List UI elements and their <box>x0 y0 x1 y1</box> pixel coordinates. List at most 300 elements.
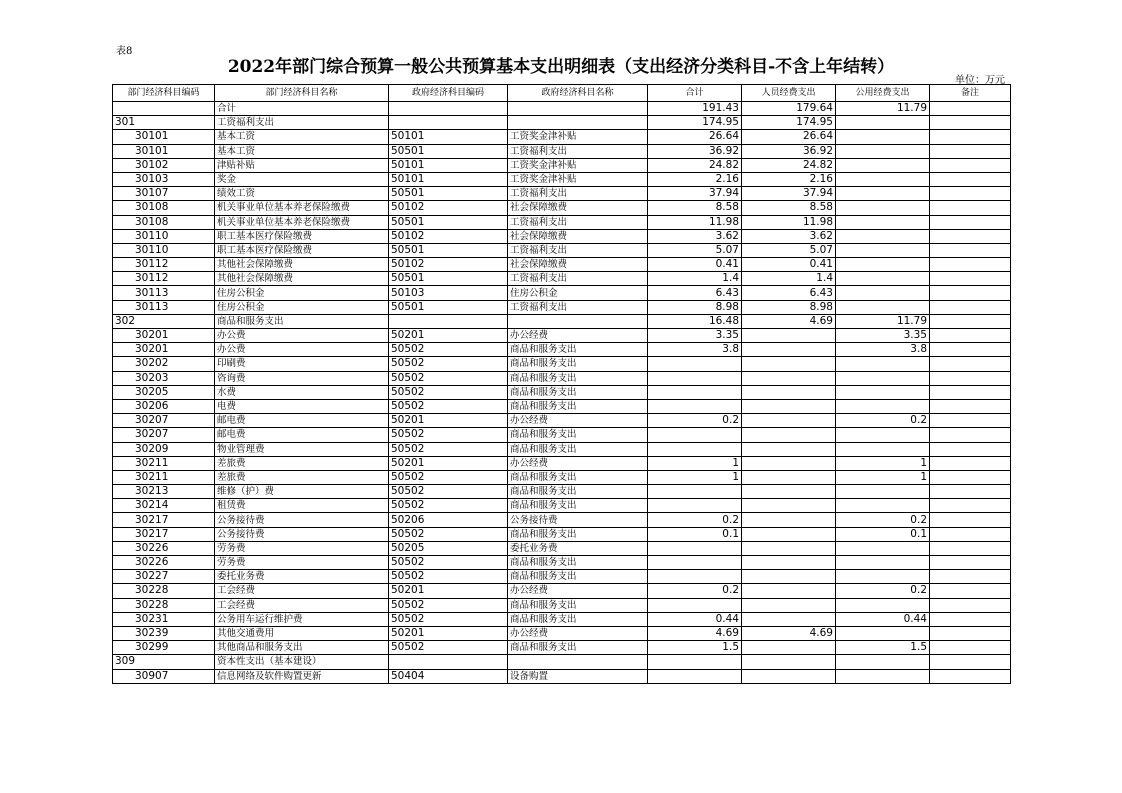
personnel-cell <box>742 612 836 626</box>
gov-code-cell: 50201 <box>389 626 508 640</box>
gov-code-cell: 50501 <box>389 272 508 286</box>
gov-name-cell: 工资福利支出 <box>508 272 648 286</box>
dept-name-cell: 咨询费 <box>215 371 389 385</box>
personnel-cell: 37.94 <box>742 187 836 201</box>
dept-name-cell: 委托业务费 <box>215 570 389 584</box>
column-header: 备注 <box>930 85 1011 102</box>
note-cell <box>930 258 1011 272</box>
dept-code-cell: 30228 <box>113 598 215 612</box>
table-row <box>113 314 1011 328</box>
total-cell <box>648 669 742 683</box>
column-header: 部门经济科目名称 <box>215 85 389 102</box>
note-cell <box>930 102 1011 116</box>
note-cell <box>930 641 1011 655</box>
table-row <box>113 399 1011 413</box>
dept-name-cell: 住房公积金 <box>215 286 389 300</box>
dept-code-cell: 30112 <box>113 258 215 272</box>
dept-code-cell: 30907 <box>113 669 215 683</box>
table-row <box>113 258 1011 272</box>
table-row <box>113 357 1011 371</box>
dept-name-cell: 奖金 <box>215 172 389 186</box>
gov-code-cell: 50101 <box>389 158 508 172</box>
dept-name-cell: 合计 <box>215 102 389 116</box>
table-row <box>113 102 1011 116</box>
gov-code-cell: 50501 <box>389 243 508 257</box>
note-cell <box>930 470 1011 484</box>
table-row <box>113 669 1011 683</box>
personnel-cell <box>742 541 836 555</box>
total-cell: 24.82 <box>648 158 742 172</box>
gov-code-cell: 50502 <box>389 527 508 541</box>
total-cell: 11.98 <box>648 215 742 229</box>
note-cell <box>930 357 1011 371</box>
dept-code-cell: 30107 <box>113 187 215 201</box>
personnel-cell: 3.62 <box>742 229 836 243</box>
personnel-cell: 174.95 <box>742 116 836 130</box>
gov-code-cell: 50501 <box>389 144 508 158</box>
public-cell <box>836 669 930 683</box>
gov-name-cell: 社会保障缴费 <box>508 229 648 243</box>
personnel-cell <box>742 428 836 442</box>
gov-name-cell: 社会保障缴费 <box>508 258 648 272</box>
table-row <box>113 456 1011 470</box>
personnel-cell <box>742 343 836 357</box>
dept-name-cell: 租赁费 <box>215 499 389 513</box>
dept-name-cell: 资本性支出（基本建设） <box>215 655 389 669</box>
public-cell <box>836 201 930 215</box>
gov-name-cell: 商品和服务支出 <box>508 470 648 484</box>
note-cell <box>930 385 1011 399</box>
table-row <box>113 428 1011 442</box>
public-cell <box>836 428 930 442</box>
total-cell: 0.2 <box>648 513 742 527</box>
personnel-cell: 6.43 <box>742 286 836 300</box>
dept-name-cell: 办公费 <box>215 343 389 357</box>
table-row <box>113 527 1011 541</box>
personnel-cell: 2.16 <box>742 172 836 186</box>
gov-code-cell: 50102 <box>389 258 508 272</box>
dept-code-cell: 30108 <box>113 201 215 215</box>
note-cell <box>930 371 1011 385</box>
gov-name-cell: 商品和服务支出 <box>508 499 648 513</box>
table-row <box>113 371 1011 385</box>
gov-code-cell <box>389 314 508 328</box>
dept-code-cell: 30226 <box>113 556 215 570</box>
note-cell <box>930 527 1011 541</box>
table-row <box>113 187 1011 201</box>
table-row <box>113 286 1011 300</box>
gov-code-cell: 50501 <box>389 300 508 314</box>
gov-name-cell: 公务接待费 <box>508 513 648 527</box>
personnel-cell <box>742 584 836 598</box>
public-cell: 0.1 <box>836 527 930 541</box>
gov-name-cell: 商品和服务支出 <box>508 385 648 399</box>
total-cell: 174.95 <box>648 116 742 130</box>
dept-name-cell: 信息网络及软件购置更新 <box>215 669 389 683</box>
total-cell: 8.58 <box>648 201 742 215</box>
note-cell <box>930 428 1011 442</box>
public-cell <box>836 499 930 513</box>
note-cell <box>930 399 1011 413</box>
public-cell: 11.79 <box>836 314 930 328</box>
column-header: 政府经济科目编码 <box>389 85 508 102</box>
public-cell <box>836 655 930 669</box>
table-row <box>113 612 1011 626</box>
note-cell <box>930 442 1011 456</box>
dept-code-cell: 30227 <box>113 570 215 584</box>
gov-code-cell: 50102 <box>389 201 508 215</box>
public-cell <box>836 357 930 371</box>
note-cell <box>930 570 1011 584</box>
table-row <box>113 626 1011 640</box>
public-cell <box>836 442 930 456</box>
total-cell: 5.07 <box>648 243 742 257</box>
total-cell <box>648 598 742 612</box>
public-cell <box>836 243 930 257</box>
public-cell <box>836 187 930 201</box>
gov-name-cell: 商品和服务支出 <box>508 343 648 357</box>
gov-code-cell: 50502 <box>389 385 508 399</box>
note-cell <box>930 499 1011 513</box>
gov-code-cell: 50501 <box>389 187 508 201</box>
gov-name-cell: 工资奖金津补贴 <box>508 130 648 144</box>
gov-name-cell: 办公经费 <box>508 584 648 598</box>
public-cell <box>836 570 930 584</box>
dept-code-cell: 30213 <box>113 485 215 499</box>
gov-code-cell <box>389 102 508 116</box>
total-cell <box>648 428 742 442</box>
column-header: 政府经济科目名称 <box>508 85 648 102</box>
personnel-cell <box>742 456 836 470</box>
gov-name-cell: 商品和服务支出 <box>508 442 648 456</box>
gov-name-cell <box>508 102 648 116</box>
gov-name-cell: 商品和服务支出 <box>508 371 648 385</box>
gov-name-cell <box>508 314 648 328</box>
dept-name-cell: 绩效工资 <box>215 187 389 201</box>
dept-code-cell: 30201 <box>113 343 215 357</box>
total-cell <box>648 499 742 513</box>
total-cell: 6.43 <box>648 286 742 300</box>
dept-code-cell: 30211 <box>113 456 215 470</box>
personnel-cell <box>742 556 836 570</box>
column-header: 人员经费支出 <box>742 85 836 102</box>
dept-code-cell: 30113 <box>113 286 215 300</box>
gov-code-cell: 50201 <box>389 329 508 343</box>
public-cell <box>836 626 930 640</box>
note-cell <box>930 655 1011 669</box>
note-cell <box>930 158 1011 172</box>
dept-code-cell: 30211 <box>113 470 215 484</box>
dept-code-cell: 30205 <box>113 385 215 399</box>
dept-name-cell: 基本工资 <box>215 144 389 158</box>
gov-name-cell: 设备购置 <box>508 669 648 683</box>
personnel-cell <box>742 527 836 541</box>
table-row <box>113 513 1011 527</box>
dept-name-cell: 差旅费 <box>215 470 389 484</box>
budget-table <box>112 84 1011 684</box>
note-cell <box>930 130 1011 144</box>
gov-code-cell: 50502 <box>389 371 508 385</box>
total-cell <box>648 556 742 570</box>
public-cell <box>836 116 930 130</box>
public-cell <box>836 215 930 229</box>
dept-code-cell: 30201 <box>113 329 215 343</box>
public-cell: 1 <box>836 456 930 470</box>
column-header: 公用经费支出 <box>836 85 930 102</box>
dept-name-cell: 工会经费 <box>215 584 389 598</box>
public-cell <box>836 258 930 272</box>
total-cell <box>648 570 742 584</box>
gov-name-cell: 工资奖金津补贴 <box>508 158 648 172</box>
dept-code-cell: 30202 <box>113 357 215 371</box>
dept-code-cell <box>113 102 215 116</box>
gov-code-cell: 50201 <box>389 414 508 428</box>
dept-code-cell: 30103 <box>113 172 215 186</box>
personnel-cell: 24.82 <box>742 158 836 172</box>
total-cell: 3.8 <box>648 343 742 357</box>
public-cell <box>836 598 930 612</box>
public-cell <box>836 399 930 413</box>
dept-code-cell: 30239 <box>113 626 215 640</box>
note-cell <box>930 541 1011 555</box>
public-cell <box>836 541 930 555</box>
table-row <box>113 442 1011 456</box>
dept-code-cell: 302 <box>113 314 215 328</box>
personnel-cell <box>742 513 836 527</box>
gov-code-cell: 50502 <box>389 357 508 371</box>
dept-code-cell: 30228 <box>113 584 215 598</box>
note-cell <box>930 626 1011 640</box>
personnel-cell: 0.41 <box>742 258 836 272</box>
gov-code-cell: 50502 <box>389 570 508 584</box>
personnel-cell: 11.98 <box>742 215 836 229</box>
dept-name-cell: 劳务费 <box>215 541 389 555</box>
gov-name-cell: 工资奖金津补贴 <box>508 172 648 186</box>
note-cell <box>930 556 1011 570</box>
note-cell <box>930 272 1011 286</box>
note-cell <box>930 669 1011 683</box>
gov-name-cell: 商品和服务支出 <box>508 556 648 570</box>
dept-name-cell: 其他商品和服务支出 <box>215 641 389 655</box>
total-cell: 26.64 <box>648 130 742 144</box>
total-cell: 8.98 <box>648 300 742 314</box>
personnel-cell <box>742 570 836 584</box>
note-cell <box>930 201 1011 215</box>
total-cell: 1.5 <box>648 641 742 655</box>
gov-name-cell: 社会保障缴费 <box>508 201 648 215</box>
total-cell <box>648 485 742 499</box>
table-row <box>113 485 1011 499</box>
table-row <box>113 414 1011 428</box>
total-cell: 191.43 <box>648 102 742 116</box>
personnel-cell <box>742 371 836 385</box>
dept-code-cell: 30206 <box>113 399 215 413</box>
public-cell: 1.5 <box>836 641 930 655</box>
total-cell: 4.69 <box>648 626 742 640</box>
personnel-cell: 8.98 <box>742 300 836 314</box>
personnel-cell <box>742 399 836 413</box>
dept-code-cell: 30214 <box>113 499 215 513</box>
column-header: 部门经济科目编码 <box>113 85 215 102</box>
note-cell <box>930 584 1011 598</box>
table-row <box>113 201 1011 215</box>
personnel-cell <box>742 329 836 343</box>
personnel-cell: 4.69 <box>742 314 836 328</box>
public-cell <box>836 229 930 243</box>
personnel-cell: 8.58 <box>742 201 836 215</box>
dept-code-cell: 30217 <box>113 513 215 527</box>
personnel-cell <box>742 655 836 669</box>
dept-code-cell: 30110 <box>113 243 215 257</box>
gov-code-cell: 50101 <box>389 130 508 144</box>
note-cell <box>930 215 1011 229</box>
public-cell <box>836 144 930 158</box>
dept-name-cell: 职工基本医疗保险缴费 <box>215 229 389 243</box>
public-cell <box>836 130 930 144</box>
gov-name-cell: 商品和服务支出 <box>508 485 648 499</box>
gov-name-cell: 工资福利支出 <box>508 187 648 201</box>
total-cell: 0.41 <box>648 258 742 272</box>
note-cell <box>930 187 1011 201</box>
total-cell: 0.44 <box>648 612 742 626</box>
table-row <box>113 541 1011 555</box>
total-cell: 36.92 <box>648 144 742 158</box>
table-row <box>113 172 1011 186</box>
dept-code-cell: 30231 <box>113 612 215 626</box>
gov-code-cell: 50502 <box>389 470 508 484</box>
dept-code-cell: 30209 <box>113 442 215 456</box>
gov-name-cell: 商品和服务支出 <box>508 399 648 413</box>
note-cell <box>930 343 1011 357</box>
gov-code-cell: 50404 <box>389 669 508 683</box>
dept-name-cell: 邮电费 <box>215 414 389 428</box>
gov-name-cell: 商品和服务支出 <box>508 570 648 584</box>
table-row <box>113 144 1011 158</box>
table-row <box>113 329 1011 343</box>
personnel-cell <box>742 385 836 399</box>
note-cell <box>930 485 1011 499</box>
note-cell <box>930 329 1011 343</box>
total-cell: 1 <box>648 456 742 470</box>
personnel-cell: 5.07 <box>742 243 836 257</box>
table-row <box>113 641 1011 655</box>
table-row <box>113 229 1011 243</box>
personnel-cell: 36.92 <box>742 144 836 158</box>
total-cell: 0.2 <box>648 414 742 428</box>
public-cell: 0.2 <box>836 584 930 598</box>
total-cell <box>648 371 742 385</box>
gov-code-cell <box>389 116 508 130</box>
personnel-cell <box>742 598 836 612</box>
dept-code-cell: 30299 <box>113 641 215 655</box>
note-cell <box>930 243 1011 257</box>
personnel-cell: 179.64 <box>742 102 836 116</box>
gov-name-cell: 办公经费 <box>508 626 648 640</box>
table-row <box>113 655 1011 669</box>
note-cell <box>930 144 1011 158</box>
public-cell <box>836 371 930 385</box>
dept-code-cell: 30207 <box>113 428 215 442</box>
dept-name-cell: 基本工资 <box>215 130 389 144</box>
note-cell <box>930 116 1011 130</box>
dept-code-cell: 30101 <box>113 130 215 144</box>
gov-code-cell: 50102 <box>389 229 508 243</box>
public-cell: 1 <box>836 470 930 484</box>
dept-name-cell: 水费 <box>215 385 389 399</box>
public-cell <box>836 300 930 314</box>
table-row <box>113 598 1011 612</box>
personnel-cell <box>742 641 836 655</box>
gov-name-cell: 商品和服务支出 <box>508 598 648 612</box>
gov-code-cell: 50201 <box>389 456 508 470</box>
public-cell <box>836 286 930 300</box>
gov-code-cell: 50501 <box>389 215 508 229</box>
note-cell <box>930 513 1011 527</box>
dept-code-cell: 301 <box>113 116 215 130</box>
gov-code-cell: 50502 <box>389 343 508 357</box>
dept-name-cell: 公务接待费 <box>215 513 389 527</box>
total-cell: 0.1 <box>648 527 742 541</box>
dept-name-cell: 工资福利支出 <box>215 116 389 130</box>
table-row <box>113 300 1011 314</box>
dept-code-cell: 30113 <box>113 300 215 314</box>
gov-code-cell: 50205 <box>389 541 508 555</box>
dept-name-cell: 电费 <box>215 399 389 413</box>
gov-name-cell: 工资福利支出 <box>508 215 648 229</box>
dept-name-cell: 其他交通费用 <box>215 626 389 640</box>
total-cell <box>648 655 742 669</box>
table-row <box>113 116 1011 130</box>
dept-code-cell: 30101 <box>113 144 215 158</box>
public-cell: 0.44 <box>836 612 930 626</box>
gov-code-cell: 50103 <box>389 286 508 300</box>
dept-name-cell: 工会经费 <box>215 598 389 612</box>
gov-name-cell: 工资福利支出 <box>508 243 648 257</box>
dept-name-cell: 差旅费 <box>215 456 389 470</box>
dept-name-cell: 商品和服务支出 <box>215 314 389 328</box>
note-cell <box>930 229 1011 243</box>
personnel-cell <box>742 470 836 484</box>
note-cell <box>930 598 1011 612</box>
dept-code-cell: 30110 <box>113 229 215 243</box>
gov-code-cell: 50101 <box>389 172 508 186</box>
note-cell <box>930 286 1011 300</box>
gov-name-cell: 商品和服务支出 <box>508 357 648 371</box>
dept-code-cell: 30217 <box>113 527 215 541</box>
gov-code-cell: 50502 <box>389 499 508 513</box>
dept-name-cell: 津贴补贴 <box>215 158 389 172</box>
dept-code-cell: 30203 <box>113 371 215 385</box>
total-cell: 37.94 <box>648 187 742 201</box>
total-cell <box>648 541 742 555</box>
dept-name-cell: 其他社会保障缴费 <box>215 258 389 272</box>
total-cell: 3.62 <box>648 229 742 243</box>
gov-name-cell: 办公经费 <box>508 329 648 343</box>
total-cell: 16.48 <box>648 314 742 328</box>
table-row <box>113 158 1011 172</box>
table-row <box>113 470 1011 484</box>
page-title: 2022年部门综合预算一般公共预算基本支出明细表（支出经济分类科目-不含上年结转） <box>227 57 895 77</box>
note-cell <box>930 300 1011 314</box>
note-cell <box>930 612 1011 626</box>
gov-name-cell <box>508 116 648 130</box>
personnel-cell <box>742 414 836 428</box>
gov-code-cell: 50502 <box>389 442 508 456</box>
dept-name-cell: 机关事业单位基本养老保险缴费 <box>215 201 389 215</box>
dept-name-cell: 办公费 <box>215 329 389 343</box>
gov-code-cell: 50502 <box>389 428 508 442</box>
table-row <box>113 343 1011 357</box>
